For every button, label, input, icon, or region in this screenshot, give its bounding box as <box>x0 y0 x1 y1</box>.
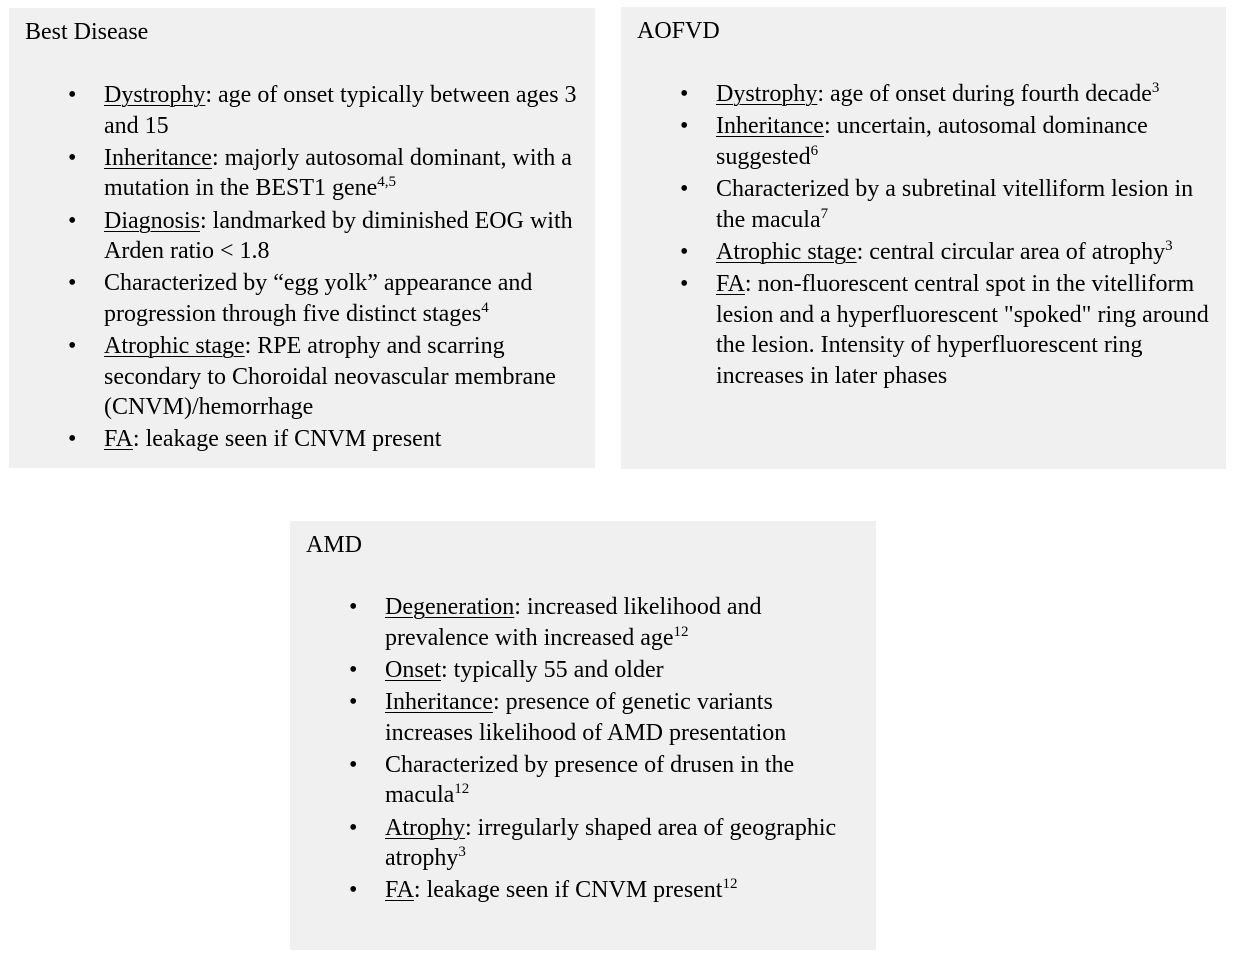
citation-ref: 12 <box>673 623 689 640</box>
bullet-icon: • <box>349 656 358 683</box>
citation-ref: 3 <box>1151 80 1160 96</box>
panel-best-disease <box>9 8 595 468</box>
item-text: : landmarked by diminished EOG with Arden ratio < 1.8 <box>104 207 573 265</box>
item-term: Atrophy <box>385 814 465 841</box>
item-text: : RPE atrophy and scarring secondary to Choroidal neovascular membrane (CNVM)/hemorrhage <box>104 333 556 421</box>
item-text: : majorly autosomal dominant, with a mutation in the BEST1 gene <box>104 144 572 202</box>
bullet-icon: • <box>68 144 77 171</box>
citation-ref: 3 <box>458 844 466 861</box>
list-item <box>68 268 584 329</box>
item-term: Onset <box>385 656 441 683</box>
bullet-icon: • <box>349 814 358 841</box>
citation-ref: 4,5 <box>377 174 397 191</box>
panel-title: AOFVD <box>637 18 720 44</box>
list-item <box>68 80 584 141</box>
bullet-icon: • <box>680 176 689 203</box>
bullet-icon: • <box>68 333 77 360</box>
item-term: Dystrophy <box>104 82 206 108</box>
list-item <box>68 143 584 204</box>
item-term: Inheritance <box>385 689 493 716</box>
item-text: : age of onset typically between ages 3 and 15 <box>104 82 577 139</box>
list-item <box>349 813 850 874</box>
bullet-icon: • <box>68 82 77 108</box>
list-item <box>680 269 1211 391</box>
bullet-icon: • <box>680 81 689 107</box>
item-text: : irregularly shaped area of geographic atrophy <box>385 814 837 872</box>
panel-title: AMD <box>306 532 363 558</box>
item-text: Characterized by presence of drusen in the macula <box>385 751 795 809</box>
item-text: : uncertain, autosomal dominance suggested <box>716 113 1148 170</box>
citation-ref: 3 <box>1165 237 1173 254</box>
item-text: : central circular area of atrophy <box>856 238 1166 265</box>
item-text: : presence of genetic variants increases likelihood of AMD presentation <box>385 689 787 746</box>
bullet-icon: • <box>680 271 689 298</box>
bullet-icon: • <box>68 207 77 234</box>
item-term: FA <box>385 877 414 904</box>
list-item <box>68 206 584 267</box>
bullet-icon: • <box>68 426 77 453</box>
list-item <box>680 79 1211 110</box>
item-term: Diagnosis <box>104 207 200 234</box>
citation-ref: 12 <box>722 876 738 893</box>
bullet-icon: • <box>349 877 358 904</box>
bullet-icon: • <box>349 751 358 778</box>
bullet-icon: • <box>68 270 77 297</box>
citation-ref: 12 <box>454 781 470 798</box>
item-term: Dystrophy <box>716 81 818 107</box>
bullet-list <box>349 592 850 908</box>
item-text: : leakage seen if CNVM present <box>413 877 723 904</box>
panel-aofvd <box>621 7 1226 469</box>
bullet-icon: • <box>349 689 358 716</box>
item-text: Characterized by “egg yolk” appearance and progression through five distinct stages <box>104 270 533 327</box>
citation-ref: 7 <box>820 205 829 222</box>
bullet-icon: • <box>680 238 689 265</box>
list-item <box>349 592 850 653</box>
panel-title: Best Disease <box>25 19 149 45</box>
citation-ref: 4 <box>481 299 489 316</box>
list-item <box>349 687 850 748</box>
bullet-icon: • <box>349 594 358 620</box>
item-term: Inheritance <box>104 144 212 171</box>
item-text: : typically 55 and older <box>441 656 664 683</box>
list-item <box>349 875 850 906</box>
list-item <box>68 331 584 423</box>
item-term: Atrophic stage <box>716 238 857 265</box>
item-term: Degeneration <box>385 594 515 620</box>
panel-amd <box>290 521 876 950</box>
bullet-list <box>680 79 1211 393</box>
item-term: Inheritance <box>716 113 824 140</box>
bullet-icon: • <box>680 113 689 140</box>
list-item <box>680 237 1211 268</box>
list-item <box>349 655 850 686</box>
list-item <box>680 174 1211 235</box>
item-text: Characterized by a subretinal vitelliform lesion in the macula <box>716 176 1194 233</box>
item-text: : age of onset during fourth decade <box>817 81 1152 107</box>
item-text: : leakage seen if CNVM present <box>132 426 442 453</box>
item-term: Atrophic stage <box>104 333 245 360</box>
list-item <box>680 111 1211 172</box>
list-item <box>349 750 850 811</box>
item-term: FA <box>104 426 133 453</box>
citation-ref: 6 <box>810 142 819 159</box>
list-item <box>68 424 584 455</box>
bullet-list <box>68 80 584 457</box>
item-text: : non-fluorescent central spot in the vitelliform lesion and a hyperfluorescent "spoked" ring around the lesion. Intensity of hyperfluorescent ring increases in later phases <box>716 271 1209 389</box>
item-text: : increased likelihood and prevalence with increased age <box>385 594 762 651</box>
item-term: FA <box>716 271 745 298</box>
